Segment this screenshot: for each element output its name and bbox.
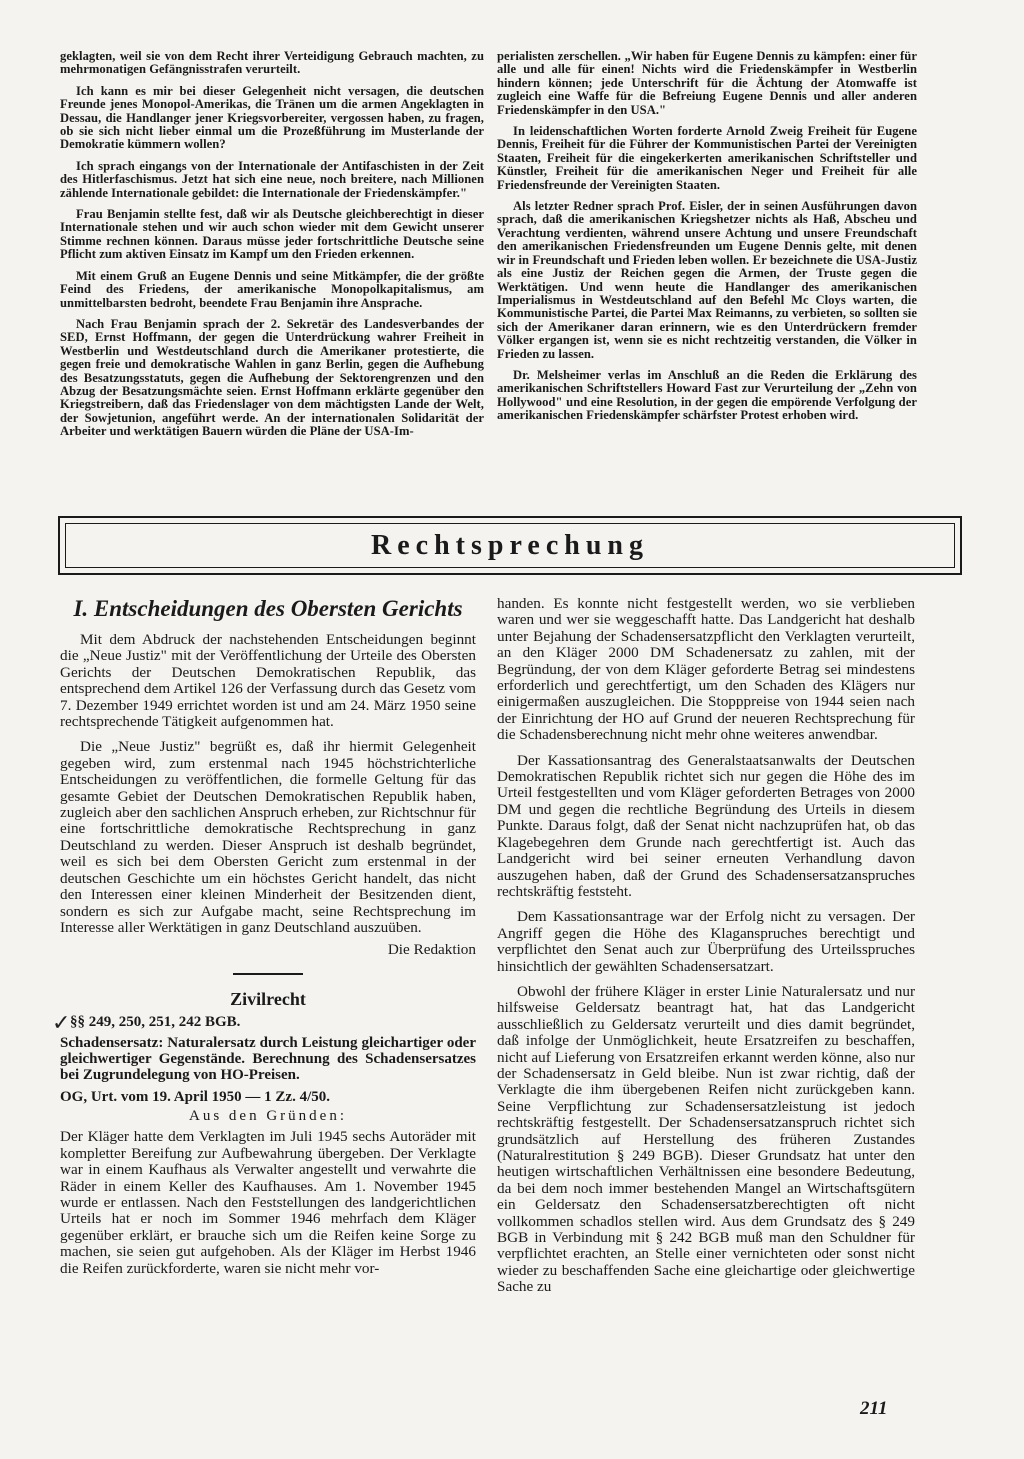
handwritten-checkmark-icon: ✓ (52, 1010, 71, 1036)
lower-left-column (52, 596, 476, 1286)
paragraph: Als letzter Redner sprach Prof. Eisler, der in seinen Ausführungen davon sprach, daß die amerikanischen Kriegshetzer nichts als Haß, Abscheu und Verachtung verdienten, während unsere Achtung und unsere Freundschaft den amerikanischen Friedensfreunden um Eugene Dennis gelte, mit denen wir in Freundschaft und Frieden leben wollen. Er bezeichnete die USA-Justiz als eine Justiz der Reichen gegen die Armen, der Truste gegen die Werktätigen. Und wenn heute die Handlanger des amerikanischen Imperialismus in Westdeutschland auf den Befehl Mc Cloys warten, die Kommunistische Partei, die Partei Max Reimanns, zu verbieten, so sollten sie sich der Amerikaner daran erinnern, wie es den Unterdrückern fremder Völker ergangen ist, wenn sie es nicht rechtzeitig verstanden, die Völker in Frieden zu lassen. (497, 199, 917, 361)
headnote: Schadensersatz: Naturalersatz durch Leistung gleichartiger oder gleichwertiger Gegenstände. Berechnung des Schadensersatzes bei Zugrundelegung von HO-Preisen. (60, 1035, 476, 1084)
lower-right-column (497, 596, 915, 1305)
paragraph: Mit einem Gruß an Eugene Dennis und seine Mitkämpfer, die der größte Feind des Friedens, der amerikanische Monopolkapitalismus, am unmittelbarsten bedroht, beendete Frau Benjamin ihre Ansprache. (60, 268, 484, 310)
judgment-paragraph: Dem Kassationsantrage war der Erfolg nicht zu versagen. Der Angriff gegen die Höhe des Klaganspruches berechtigt und verpflichtet den Senat auch zur Überprüfung des Urteilsspruches hinsichtlich der gewählten Schadensersatzart. (497, 908, 915, 975)
paragraph: geklagten, weil sie von dem Recht ihrer Verteidigung Gebrauch machten, zu mehrmonatigen Gefängnisstrafen verurteilt. (60, 49, 484, 77)
intro-paragraph: Die „Neue Justiz" begrüßt es, daß ihr hiermit Gelegenheit gegeben wird, zum erstenmal nach 1945 höchstrichterliche Entscheidungen zu veröffentlichen, die formelle Geltung für das gesamte Gebiet der Deutschen Demokratischen Republik haben, zugleich aber den sachlichen Anspruch erheben, zur Richtschnur für eine fortschrittliche demokratische Rechtsprechung in ganz Deutschland zu werden. Dieser Anspruch ist deshalb begründet, weil es sich bei dem Obersten Gericht zum erstenmal in der deutschen Geschichte um ein höchstes Gericht handelt, das nicht den Interessen einer kleinen Minderheit der Besitzenden dient, sondern es sich zur Aufgabe macht, seine Rechtsprechung im Interesse aller Werktätigen in ganz Deutschland auszuüben. (60, 738, 476, 936)
paragraph: perialisten zerschellen. „Wir haben für Eugene Dennis zu kämpfen: einer für alle und alle für einen! Nichts wird die Friedenskämpfer in Westberlin hindern können; jede Unterschrift für die Ächtung der Atomwaffe ist zugleich eine Waffe für die Befreiung Eugene Dennis und aller anderen Friedenskämpfer in den USA." (497, 49, 917, 117)
top-right-column (497, 50, 917, 431)
paragraph: Dr. Melsheimer verlas im Anschluß an die Reden die Erklärung des amerikanischen Schriftstellers Howard Fast zur Verurteilung der „Zehn von Hollywood" und eine Resolution, in der gegen die empörende Verfolgung der amerikanischen Friedenskämpfer schärfster Protest erhoben wird. (497, 367, 917, 423)
divider (233, 973, 303, 975)
grounds-label: Aus den Gründen: (189, 1108, 347, 1125)
banner-title: Rechtsprechung (371, 529, 649, 561)
paragraph: Nach Frau Benjamin sprach der 2. Sekretär des Landesverbandes der SED, Ernst Hoffmann, der gegen die Unterdrückung wahrer Freiheit in Westberlin und Westdeutschland durch die Amerikaner protestierte, die gegen freie und demokratische Wahlen in ganz Berlin, gegen die Aufhebung des Besatzungsstatuts, gegen die Aufhebung der Sektorengrenzen und den Abzug der Besatzungsmächte seien. Ernst Hoffmann erklärte gegenüber den Kriegstreibern, daß das Friedenslager von dem mächtigsten Lande der Welt, der Sowjetunion, angeführt werde. An der internationalen Solidarität der Arbeiter und werktätigen Bauern würden die Pläne der USA-Im- (60, 316, 484, 439)
paragraph: Frau Benjamin stellte fest, daß wir als Deutsche gleichberechtigt in dieser Internationale stehen und wir auch schon wieder mit dem Gewicht unserer Stimme rechnen können. Daraus müsse jeder fortschrittliche Deutsche seine Pflicht zum aktiven Einsatz im Kampf um den Frieden erkennen. (60, 207, 484, 262)
page-number: 211 (860, 1398, 888, 1419)
section-banner (58, 516, 962, 575)
editorial-signature: Die Redaktion (387, 941, 476, 959)
paragraph: Ich kann es mir bei dieser Gelegenheit nicht versagen, die deutschen Freunde jenes Monopol-Amerikas, die Tränen um die armen Angeklagten in Dessau, die Handlanger jener Kriegsvorbereiter, vergossen haben, zu fragen, ob sie sich nicht lieber einmal um die Prozeßführung im Musterlande der Demokratie kümmern wollen? (60, 83, 484, 152)
top-left-column (60, 50, 484, 447)
paragraph: Ich sprach eingangs von der Internationale der Antifaschisten in der Zeit des Hitlerfaschismus. Jetzt hat sich eine neue, noch breitere, nach Millionen zählende Internationale gebildet: die Internationale der Friedenskämpfer." (60, 158, 484, 200)
subsection-heading: Zivilrecht (230, 989, 306, 1010)
banner-frame (65, 523, 955, 568)
judgment-paragraph: handen. Es konnte nicht festgestellt werden, wo sie verblieben waren und wer sie weggeschafft hatte. Das Landgericht hat deshalb unter Bejahung der Schadensersatzpflicht den Verklagten verurteilt, an den Kläger 2000 DM Schadenersatz zu zahlen, mit der Begründung, der von dem Kläger geforderte Betrag sei mindestens erforderlich und gerechtfertigt, um den Schaden des Klägers nur einigermaßen auszugleichen. Die Stopppreise von 1944 seien nach der Einrichtung der HO auf Grund der neueren Rechtsprechung für die Schadensberechnung nicht mehr ohne weiteres anwendbar. (497, 595, 915, 744)
judgment-paragraph: Der Kläger hatte dem Verklagten im Juli 1945 sechs Autoräder mit kompletter Bereifung zur Aufbewahrung übergeben. Der Verklagte war in einem Kaufhaus als Verwalter angestellt und verwahrte die Räder in einem Keller des Kaufhauses. Am 1. November 1945 wurde er entlassen. Nach den Feststellungen des landgerichtlichen Urteils hat er noch im Sommer 1946 mehrfach dem Kläger gegenüber erklärt, er brauche sich um die Reifen keine Sorge zu machen, sie seien gut aufgehoben. Als der Kläger im Herbst 1946 die Reifen zurückforderte, waren sie nicht mehr vor- (60, 1128, 476, 1277)
judgment-paragraph: Der Kassationsantrag des Generalstaatsanwalts der Deutschen Demokratischen Republik richtet sich nur gegen die Höhe des im Urteil festgestellten und vom Kläger geforderten Betrages von 2000 DM und gegen die rechtliche Begründung des Urteils in diesem Punkte. Daraus folgt, daß der Senat nicht nachzuprüfen hat, ob das Klagebegehren dem Grunde nach gerechtfertigt ist. Auch das Landgericht wird bei seiner erneuten Verhandlung davon auszugehen haben, daß der Grund des Schadensersatzanspruches rechtskräftig feststeht. (497, 751, 915, 900)
judgment-paragraph: Obwohl der frühere Kläger in erster Linie Naturalersatz und nur hilfsweise Geldersatz beantragt hat, hat das Landgericht ausschließlich zu Geldersatz verurteilt und dies damit begründet, daß infolge der Unmöglichkeit, heute Ersatzreifen zu beschaffen, nicht auf Lieferung von Ersatzreifen erkannt werden könne, also nur der Schadensersatz in Geld bleibe. Nun ist zwar richtig, daß der Verklagte die ihm übergebenen Reifen nicht zurückgeben kann. Seine Verpflichtung zur Schadensersatzleistung ist jedoch rechtskräftig festgestellt. Der Schadensersatzanspruch richtet sich grundsätzlich auf Herstellung des früheren Zustandes (Naturalrestitution § 249 BGB). Dieser Grundsatz hat unter den heutigen wirtschaftlichen Verhältnissen eine besondere Bedeutung, da bei dem noch immer bestehenden Mangel an Wirtschaftsgütern ein Geldersatz den Schadensersatzberechtigten oft nicht vollkommen schadlos stellen wird. Aus dem Grundsatz des § 249 BGB in Verbindung mit § 242 BGB muß man den Schuldner für verpflichtet erachten, an Stelle einer vernichteten oder sonst nicht wieder zu beschaffenden Sache eine gleichartige oder gleichwertige Sache zu (497, 982, 915, 1296)
section-heading: I. Entscheidungen des Obersten Gerichts (73, 596, 463, 621)
case-reference: OG, Urt. vom 19. April 1950 — 1 Zz. 4/50. (60, 1089, 330, 1106)
statute-reference: §§ 249, 250, 251, 242 BGB. (70, 1014, 241, 1031)
paragraph: In leidenschaftlichen Worten forderte Arnold Zweig Freiheit für Eugene Dennis, Freiheit für die Führer der Kommunistischen Partei der Vereinigten Staaten, Freiheit für die eingekerkerten amerikanischen Schriftsteller und Künstler, Freiheit für die amerikanischen Neger und Freiheit für alle Friedensfreunde der Vereinigten Staaten. (497, 124, 917, 192)
intro-paragraph: Mit dem Abdruck der nachstehenden Entscheidungen beginnt die „Neue Justiz" mit der Veröffentlichung der Urteile des Obersten Gerichts der Deutschen Demokratischen Republik, das entsprechend dem Artikel 126 der Verfassung durch das Gesetz vom 7. Dezember 1949 errichtet worden ist und am 24. März 1950 seine rechtsprechende Tätigkeit aufgenommen hat. (60, 631, 476, 731)
